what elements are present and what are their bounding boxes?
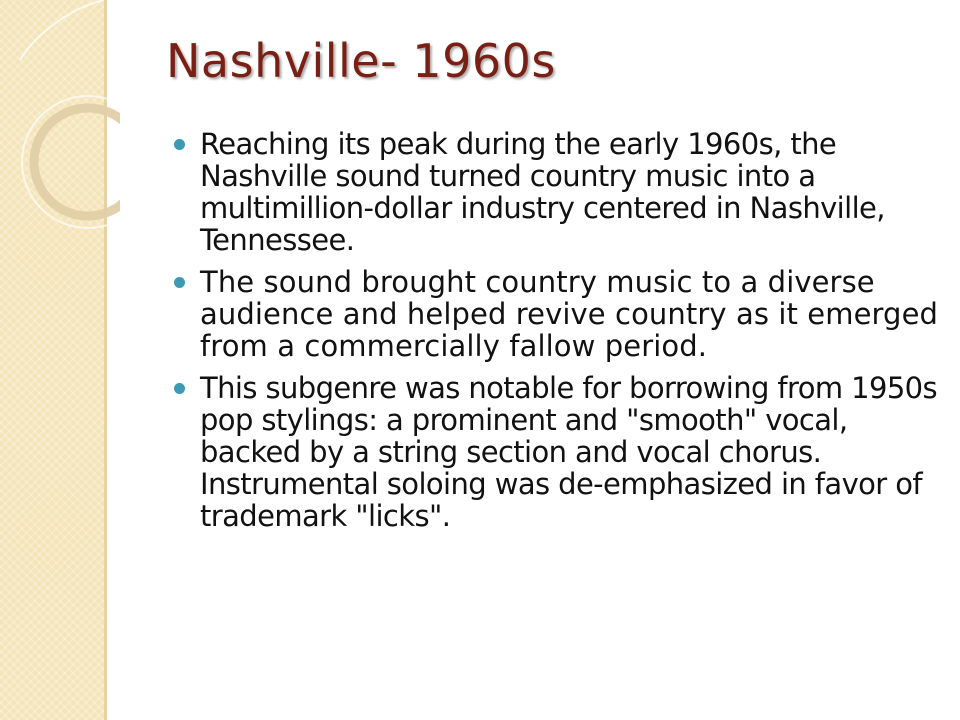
- bullet-dot-icon: [174, 277, 185, 288]
- decorative-arc-upper: [20, 0, 104, 60]
- bullet-dot-icon: [174, 139, 185, 150]
- bullet-list: [200, 128, 940, 542]
- bullet-text: The sound brought country music to a diverse audience and helped revive country as it emerged from a commercially fallow period.: [200, 265, 939, 363]
- bullet-item: [200, 128, 940, 256]
- bullet-dot-icon: [174, 383, 185, 394]
- decorative-circle-inner: [34, 108, 120, 216]
- bullet-item: [200, 372, 940, 532]
- slide-title: Nashville- 1960s: [166, 34, 556, 88]
- bullet-text: Reaching its peak during the early 1960s, the Nashville sound turned country music into a multimillion-dollar industry centered in Nashville, Tennessee.: [200, 127, 885, 257]
- bullet-item: [200, 266, 940, 362]
- decorative-circles: [0, 0, 120, 260]
- bullet-text: This subgenre was notable for borrowing from 1950s pop stylings: a prominent and "smooth" vocal, backed by a string section and vocal chorus. Instrumental soloing was de-emphasized in favor of trademark "licks".: [200, 371, 938, 533]
